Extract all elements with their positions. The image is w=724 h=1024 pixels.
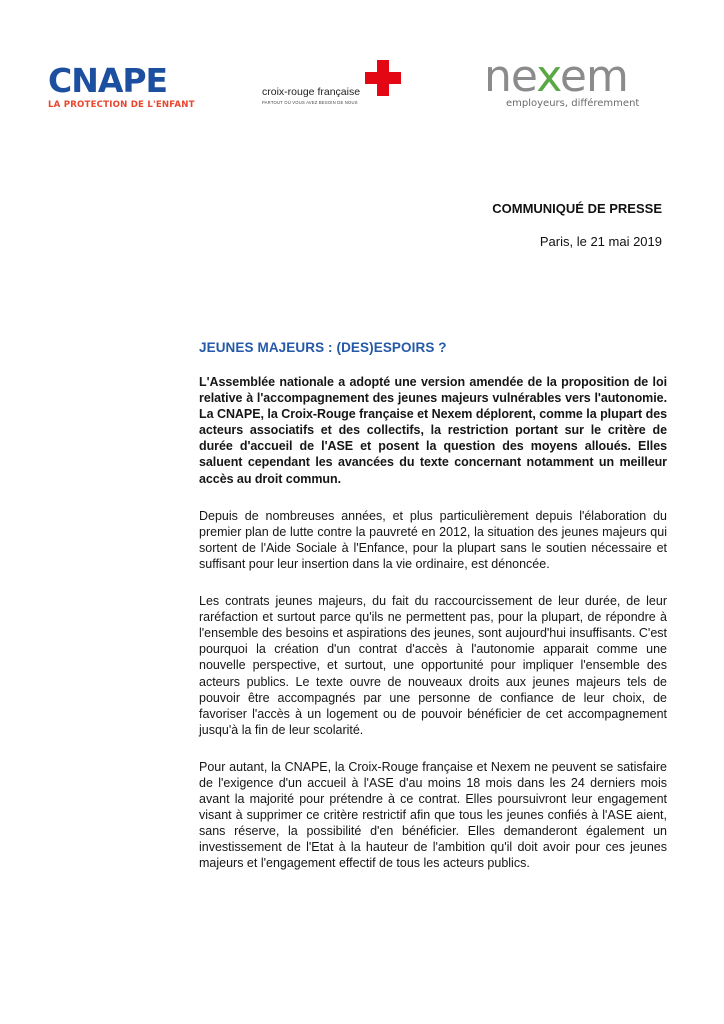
intro-paragraph: L'Assemblée nationale a adopté une version amendée de la proposition de loi relative à l'accompagnement des jeunes majeurs vulnérables vers l'autonomie. La CNAPE, la Croix-Rouge française et Nexem déplorent, comme la plupart des acteurs associatifs et des collectifs, la restriction portant sur le critère de durée d'accueil de l'ASE et posent la question des moyens alloués. Elles saluent cependant les avancées du texte concernant notamment un meilleur accès au droit commun. [199, 375, 667, 486]
body-paragraph: Pour autant, la CNAPE, la Croix-Rouge française et Nexem ne peuvent se satisfaire de l'exigence d'un accueil à l'ASE d'au moins 18 mois dans les 24 derniers mois avant la majorité pour prétendre à ce contrat. Elles poursuivront leur engagement visant à supprimer ce critère restrictif afin que tous les jeunes confiés à l'ASE aient, sans réserve, la possibilité d'en bénéficier. Elles demanderont également un investissement de l'Etat à la hauteur de l'ambition qu'il doit avoir pour ces jeunes majeurs et l'engagement effectif de tous les acteurs publics. [199, 759, 667, 871]
nexem-logo-mid: x [536, 51, 560, 102]
document-type-heading: COMMUNIQUÉ DE PRESSE [492, 201, 662, 216]
croix-rouge-logo [262, 60, 412, 104]
body-paragraph: Depuis de nombreuses années, et plus particulièrement depuis l'élaboration du premier plan de lutte contre la pauvreté en 2012, la situation des jeunes majeurs qui sortent de l'Aide Sociale à l'Enfance, pour la plupart sans le soutien nécessaire et suffisant pour leur insertion dans la vie ordinaire, est dénoncée. [199, 508, 667, 571]
body-paragraph: Les contrats jeunes majeurs, du fait du raccourcissement de leur durée, de leur raréfaction et surtout parce qu'ils ne permettent pas, pour la plupart, de répondre à l'ensemble des besoins et aspirations des jeunes, sont aujourd'hui insuffisants. C'est pourquoi la création d'un contrat d'accès à l'autonomie apparait comme une nouvelle perspective, et surtout, une opportunité pour impliquer l'ensemble des acteurs publics. Le texte ouvre de nouveaux droits aux jeunes majeurs tels de pouvoir être accompagnés par une personne de confiance de leur choix, de favoriser l'accès à un logement ou de pouvoir bénéficier de cet accompagnement jusqu'à la fin de leur scolarité. [199, 594, 667, 737]
cnape-logo-wordmark: CNAPE [48, 61, 168, 100]
croix-rouge-logo-name: croix-rouge française [262, 86, 361, 98]
press-release-title: JEUNES MAJEURS : (DES)ESPOIRS ? [199, 340, 447, 355]
cnape-logo-tagline: LA PROTECTION DE L'ENFANT [48, 100, 195, 110]
nexem-logo-end: em [559, 51, 628, 102]
nexem-logo-start: ne [484, 51, 537, 102]
cnape-logo [48, 61, 195, 110]
nexem-logo-wordmark [484, 51, 674, 102]
croix-rouge-logo-motto: PARTOUT OÙ VOUS AVEZ BESOIN DE NOUS [262, 100, 358, 105]
nexem-logo [484, 51, 674, 109]
document-date: Paris, le 21 mai 2019 [539, 234, 662, 249]
red-cross-icon [365, 60, 401, 96]
press-release-body [199, 374, 667, 893]
nexem-logo-tagline: employeurs, différemment [506, 98, 640, 109]
